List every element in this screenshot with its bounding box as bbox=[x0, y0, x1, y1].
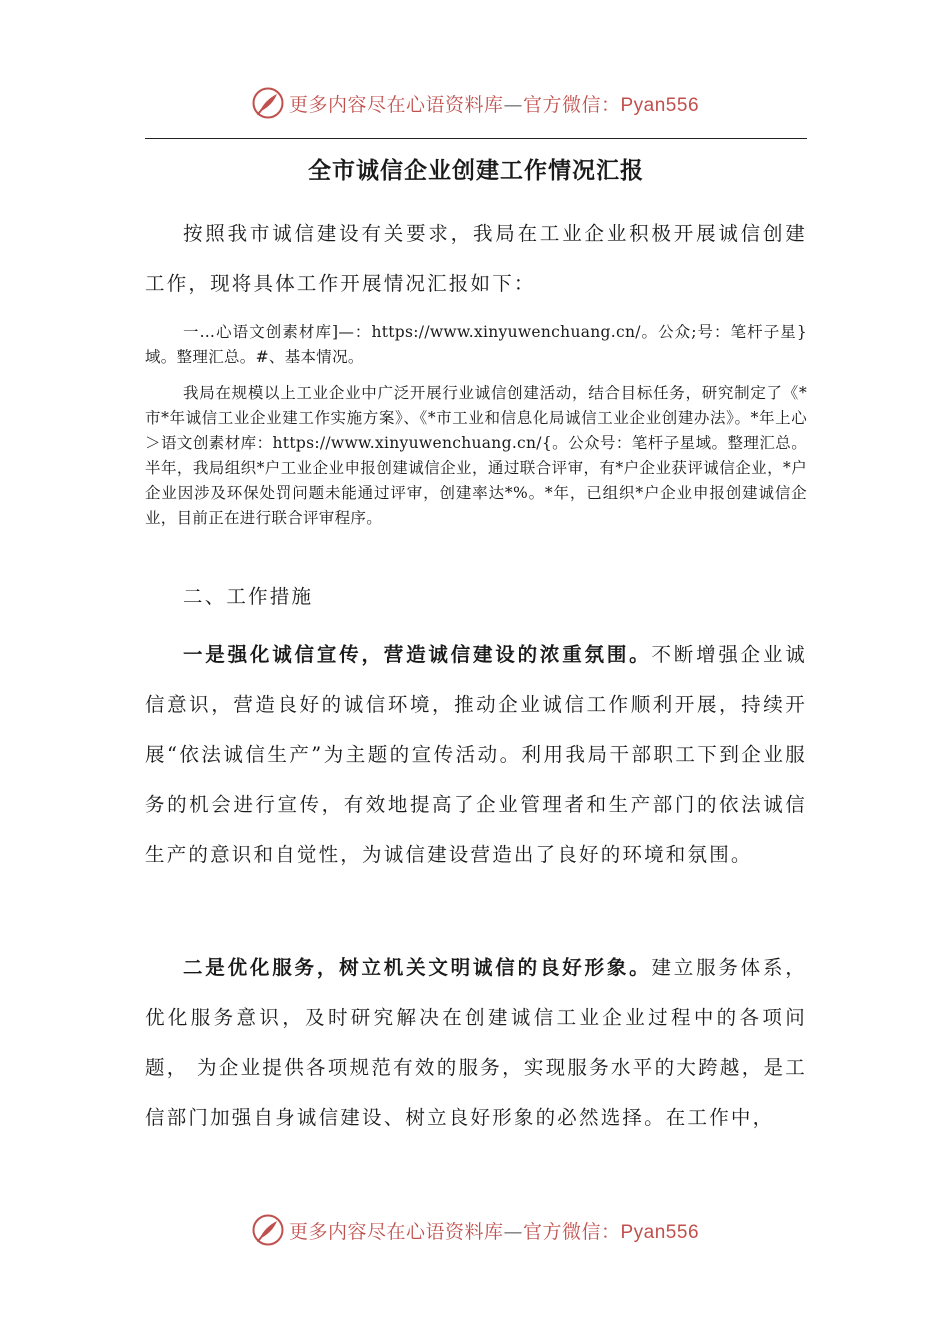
measure1-paragraph bbox=[145, 630, 807, 880]
section1-body: 我局在规模以上工业企业中广泛开展行业诚信创建活动，结合目标任务，研究制定了《*市*年诚信工业企业建工作实施方案》、《*市工业和信息化局诚信工业企业创建办法》。*年上心＞语文创素材库：https://www.xinyuwenchuang.cn/{。公众号：笔杆子星域。整理汇总。半年，我局组织*户工业企业申报创建诚信企业，通过联合评审，有*户企业获评诚信企业，*户企业因涉及环保处罚问题未能通过评审，创建率达*%。*年，已组织*户企业申报创建诚信企业，目前正在进行联合评审程序。 bbox=[145, 384, 807, 527]
section1-heading: 一…心语文创素材库]—：https://www.xinyuwenchuang.cn/。公众;号：笔杆子星}域。整理汇总。#、基本情况。 bbox=[145, 323, 807, 366]
header-watermark bbox=[0, 83, 950, 123]
measure2-lead: 二是优化服务，树立机关文明诚信的良好形象。 bbox=[183, 956, 652, 979]
measure2-paragraph bbox=[145, 943, 807, 1143]
watermark-separator: — bbox=[503, 1220, 523, 1243]
measure1-lead: 一是强化诚信宣传，营造诚信建设的浓重氛围。 bbox=[183, 643, 652, 666]
document-title: 全市诚信企业创建工作情况汇报 bbox=[308, 158, 644, 184]
watermark-contact-id: Pyan556 bbox=[620, 1221, 700, 1243]
watermark-contact-label: 官方微信： bbox=[522, 1220, 621, 1243]
header-rule bbox=[145, 138, 807, 139]
intro-paragraph: 按照我市诚信建设有关要求，我局在工业企业积极开展诚信创建工作，现将具体工作开展情况汇报如下： bbox=[145, 222, 807, 295]
section2-heading: 二、工作措施 bbox=[183, 585, 314, 608]
watermark-text bbox=[289, 1217, 699, 1244]
watermark-separator: — bbox=[503, 93, 523, 116]
watermark-contact-id: Pyan556 bbox=[620, 94, 700, 116]
watermark-text bbox=[289, 90, 699, 117]
measure1-body: 不断增强企业诚信意识，营造良好的诚信环境，推动企业诚信工作顺利开展，持续开展“依法诚信生产”为主题的宣传活动。利用我局干部职工下到企业服务的机会进行宣传，有效地提高了企业管理者和生产部门的依法诚信生产的意识和自觉性，为诚信建设营造出了良好的环境和氛围。 bbox=[145, 643, 807, 866]
quill-logo-icon bbox=[251, 86, 285, 120]
watermark-cn: 更多内容尽在心语资料库 bbox=[288, 1220, 504, 1243]
measure2-body: 建立服务体系，优化服务意识，及时研究解决在创建诚信工业企业过程中的各项问题， 为企业提供各项规范有效的服务，实现服务水平的大跨越，是工信部门加强自身诚信建设、树立良好形象的必然选择。在工作中， bbox=[145, 956, 807, 1129]
quill-logo-icon bbox=[251, 1213, 285, 1247]
watermark-contact-label: 官方微信： bbox=[522, 93, 621, 116]
watermark-cn: 更多内容尽在心语资料库 bbox=[288, 93, 504, 116]
footer-watermark bbox=[0, 1210, 950, 1250]
